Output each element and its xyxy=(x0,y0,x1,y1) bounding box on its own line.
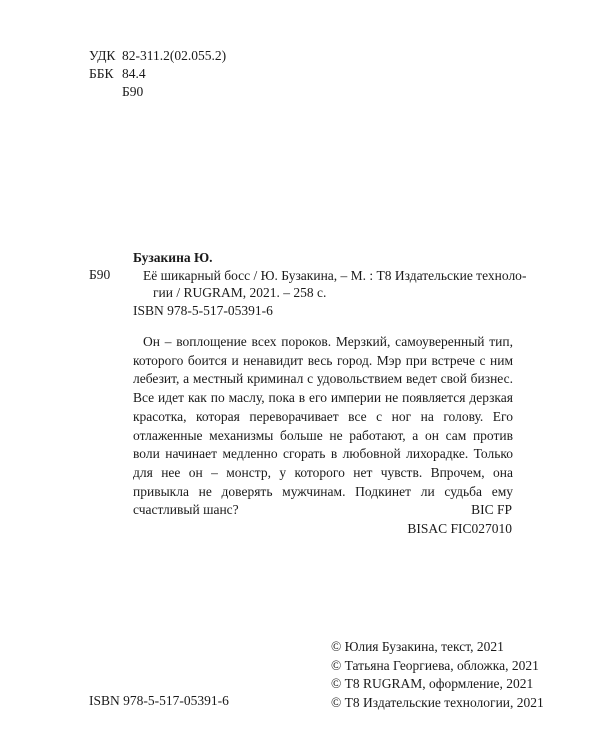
copyright-block xyxy=(331,638,544,712)
author-name: Бузакина Ю. xyxy=(133,250,213,265)
copyright-line: © Т8 RUGRAM, оформление, 2021 xyxy=(331,676,534,691)
isbn-entry: ISBN 978-5-517-05391-6 xyxy=(133,303,273,318)
bibliographic-description: Её шикарный босс / Ю. Бузакина, – М. : Т8 Издательские технологии / RUGRAM, 2021. – 258 с. xyxy=(143,268,527,300)
copyright-line: © Татьяна Георгиева, обложка, 2021 xyxy=(331,657,539,673)
udk-line xyxy=(89,48,226,64)
annotation-text: Он – воплощение всех пороков. Мерзкий, самоуверенный тип, которого боится и ненавидит весь город. Мэр при встрече с ним лебезит, а местный криминал с удовольствием ведет свой бизнес. Все идет как по маслу, пока в его империи не появляется дерзкая красотка, которая переворачивает все с ног на голову. Его отлаженные механизмы больше не работают, а он сам против воли начинает медленно сгорать в любовной лихорадке. Только для нее он – монстр, у которого нет чувств. Впрочем, она привыкла не доверять мужчинам. Подкинет ли судьба ему счастливый шанс? xyxy=(133,334,513,518)
bbk-line xyxy=(89,66,146,82)
bbk-value: 84.4 xyxy=(122,66,146,81)
udk-value: 82-311.2(02.055.2) xyxy=(122,48,227,63)
bic-code: BIC FP xyxy=(471,502,512,517)
author-mark: Б90 xyxy=(122,84,144,99)
copyright-line: © Т8 Издательские технологии, 2021 xyxy=(331,694,544,710)
bbk-label: ББК xyxy=(89,66,114,81)
copyright-line: © Юлия Бузакина, текст, 2021 xyxy=(331,639,504,654)
bisac-code: BISAC FIC027010 xyxy=(407,521,512,536)
udk-label: УДК xyxy=(89,48,116,63)
isbn-bottom: ISBN 978-5-517-05391-6 xyxy=(89,693,229,708)
author-mark-entry: Б90 xyxy=(89,267,111,282)
